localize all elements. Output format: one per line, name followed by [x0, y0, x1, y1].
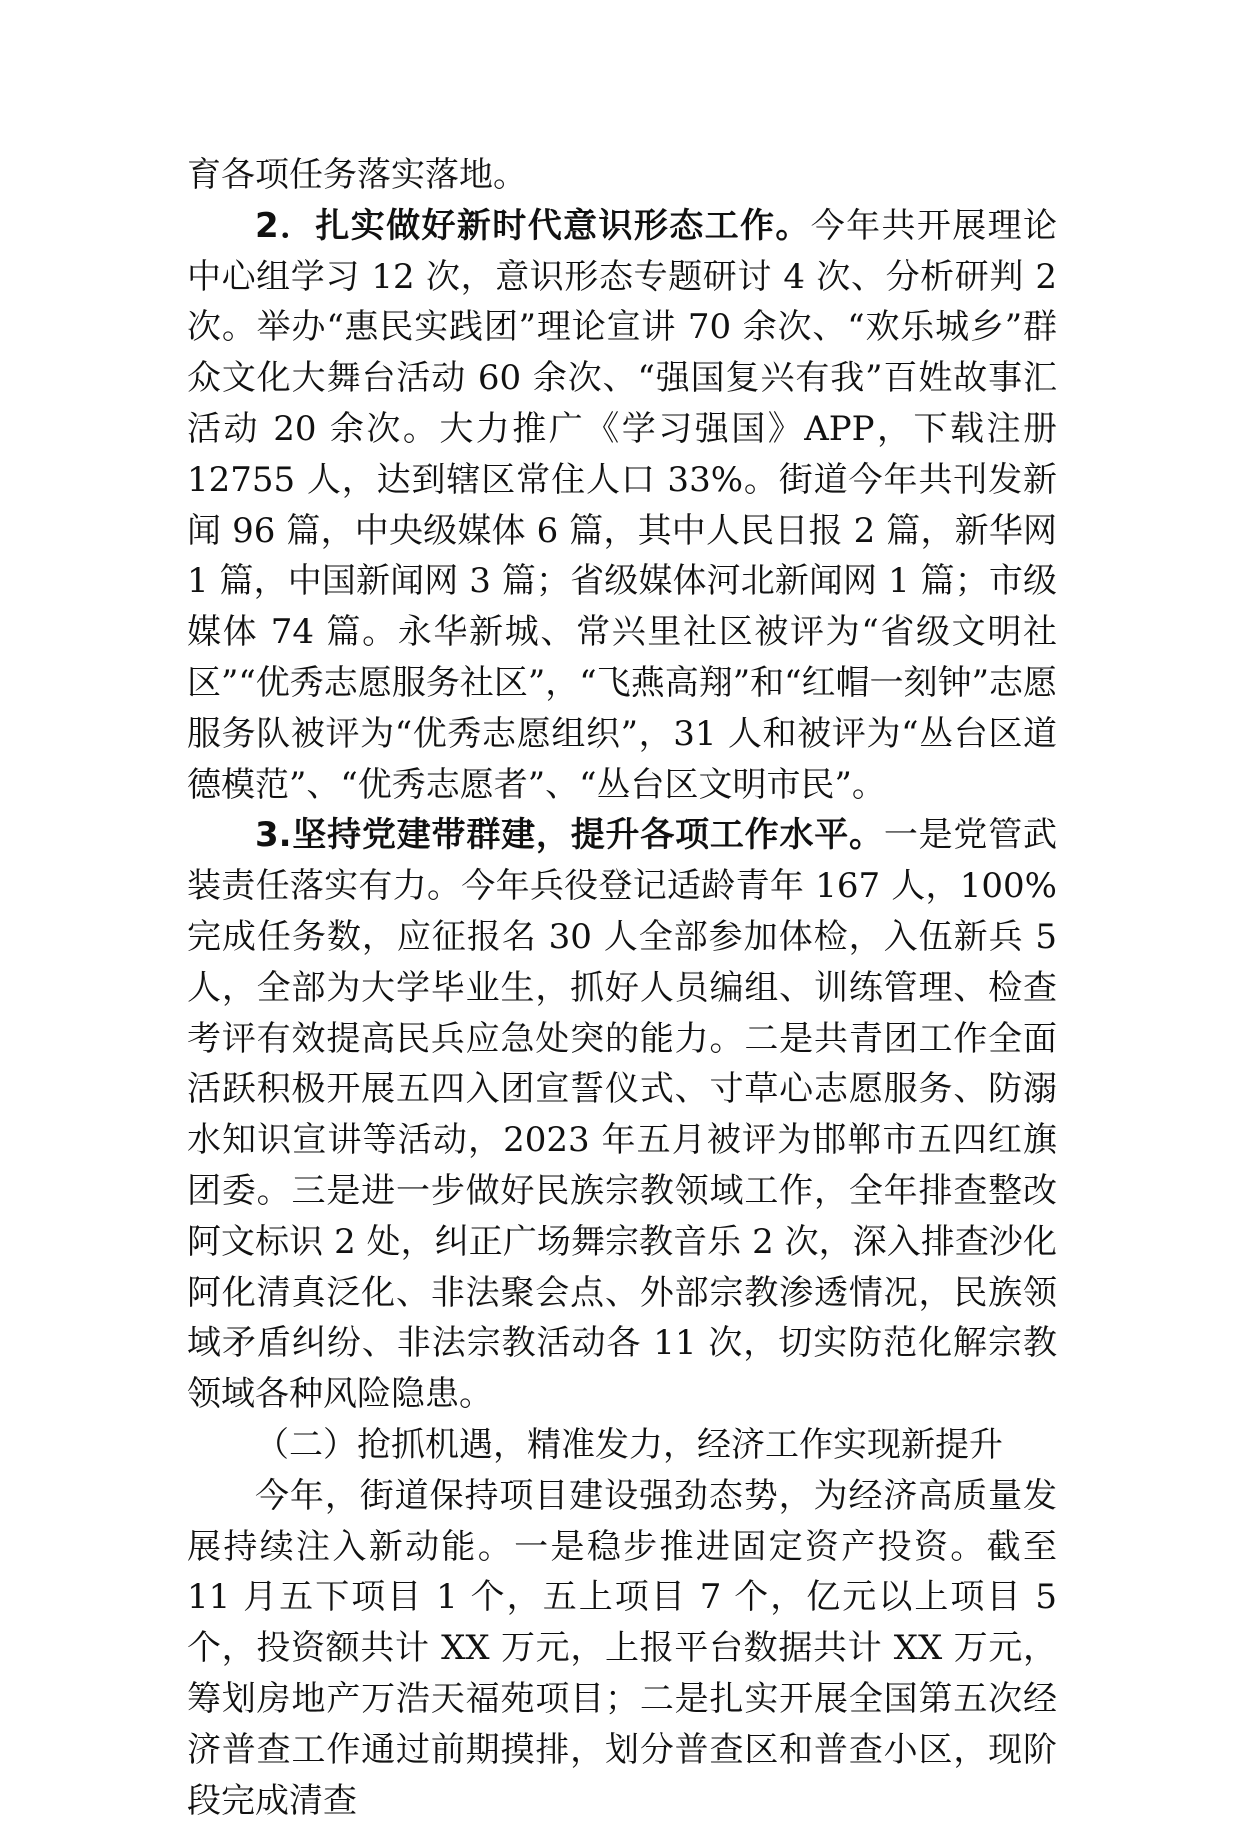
- paragraph-text: 育各项任务落实落地。: [187, 155, 527, 195]
- subheading-text: （二）抢抓机遇，精准发力，经济工作实现新提升: [255, 1424, 1003, 1465]
- paragraph-text: 一是党管武装责任落实有力。今年兵役登记适龄青年 167 人，100%完成任务数，应征报名 30 人全部参加体检，入伍新兵 5 人，全部为大学毕业生，抓好人员编组、训练管理、检查考评有效提高民兵应急处突的能力。二是共青团工作全面活跃积极开展五四入团宣誓仪式、寸草心志愿服务、防溺水知识宣讲等活动，2023 年五月被评为邯郸市五四红旗团委。三是进一步做好民族宗教领域工作，全年排查整改阿文标识 2 处，纠正广场舞宗教音乐 2 次，深入排查沙化阿化清真泛化、非法聚会点、外部宗教渗透情况，民族领域矛盾纠纷、非法宗教活动各 11 次，切实防范化解宗教领域各种风险隐患。: [187, 815, 1057, 1415]
- paragraph-heading: 3.坚持党建带群建，提升各项工作水平。: [255, 815, 884, 856]
- paragraph-ideology-work: [187, 201, 1057, 811]
- paragraph-economy: [187, 1471, 1057, 1826]
- paragraph-text: 今年，街道保持项目建设强劲态势，为经济高质量发展持续注入新动能。一是稳步推进固定资产投资。截至 11 月五下项目 1 个，五上项目 7 个，亿元以上项目 5 个，投资额共计 XX 万元，上报平台数据共计 XX 万元，筹划房地产万浩天福苑项目；二是扎实开展全国第五次经济普查工作通过前期摸排，划分普查区和普查小区，现阶段完成清查: [187, 1475, 1057, 1821]
- paragraph-continuation: [187, 150, 1057, 201]
- paragraph-party-building: [187, 810, 1057, 1420]
- paragraph-heading: 2．扎实做好新时代意识形态工作。: [255, 205, 811, 246]
- section-subheading: [187, 1420, 1057, 1471]
- paragraph-text: 今年共开展理论中心组学习 12 次，意识形态专题研讨 4 次、分析研判 2 次。举办“惠民实践团”理论宣讲 70 余次、“欢乐城乡”群众文化大舞台活动 60 余次、“强国复兴有我”百姓故事汇活动 20 余次。大力推广《学习强国》APP，下载注册 12755 人，达到辖区常住人口 33%。街道今年共刊发新闻 96 篇，中央级媒体 6 篇，其中人民日报 2 篇，新华网 1 篇，中国新闻网 3 篇；省级媒体河北新闻网 1 篇；市级媒体 74 篇。永华新城、常兴里社区被评为“省级文明社区”“优秀志愿服务社区”，“飞燕高翔”和“红帽一刻钟”志愿服务队被评为“优秀志愿组织”，31 人和被评为“丛台区道德模范”、“优秀志愿者”、“丛台区文明市民”。: [187, 205, 1058, 805]
- document-page: [187, 150, 1057, 1826]
